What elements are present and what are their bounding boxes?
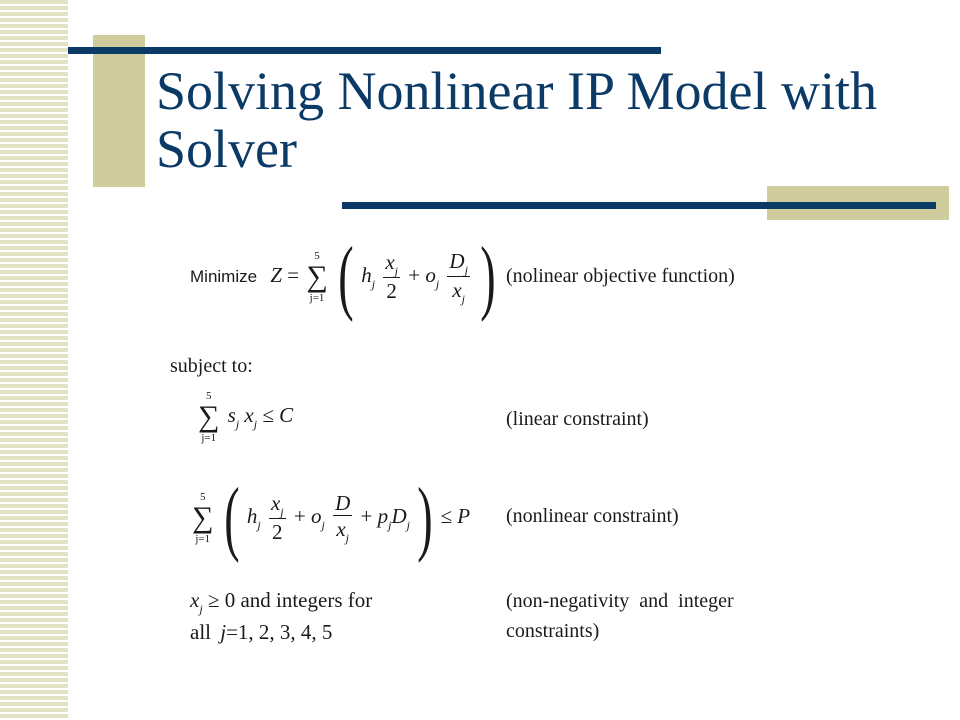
leq-sign: ≤ <box>262 402 274 427</box>
nonlinear-constraint-formula <box>190 471 471 564</box>
leq-sign: ≤ <box>440 503 452 528</box>
integrality-note-line1: (non-negativity and integer <box>506 590 734 612</box>
summation <box>306 250 327 304</box>
frac-numerator: $D_j$ <box>449 248 468 277</box>
x-var: x <box>244 402 254 427</box>
j-var: j <box>220 620 227 644</box>
objective-note: (nolinear objective function) <box>506 265 735 287</box>
plus-sign: + <box>360 503 373 528</box>
sigma-icon: ∑ <box>306 260 328 293</box>
sum-upper: 5 <box>199 491 206 503</box>
j-values: =1, 2, 3, 4, 5 <box>226 620 333 644</box>
title-accent-block <box>93 35 145 187</box>
frac-numerator: D <box>335 491 351 515</box>
frac-denominator: 2 <box>272 520 283 544</box>
o-var: o <box>425 262 436 287</box>
z-var: Z <box>270 262 282 287</box>
sum-lower: j=1 <box>195 533 211 545</box>
frac-numerator: $x_j$ <box>385 250 398 278</box>
h-sub: j <box>257 517 261 532</box>
x-sub: j <box>199 602 203 616</box>
integrality-line2 <box>190 620 332 645</box>
frac-denominator: 2 <box>386 279 397 303</box>
integrality-line1 <box>190 588 373 616</box>
fraction-x-over-2 <box>383 251 400 303</box>
h-var: h <box>361 262 372 287</box>
subject-to-label: subject to: <box>170 355 253 377</box>
p-cap-var: P <box>457 503 471 528</box>
fraction-d-over-x <box>447 250 470 305</box>
o-sub: j <box>435 276 440 291</box>
frac-denominator: $x_j$ <box>336 517 349 545</box>
sum-lower: j=1 <box>201 432 217 444</box>
x-sub: j <box>253 416 258 431</box>
plus-sign: + <box>293 503 306 528</box>
fraction-x-over-2 <box>269 492 286 544</box>
d-sub: j <box>406 517 410 532</box>
s-sub: j <box>235 416 240 431</box>
left-paren: ( <box>338 230 354 323</box>
integrality-note-line2: constraints) <box>506 620 600 642</box>
top-rule <box>68 47 661 54</box>
left-stripe-pattern <box>0 0 68 720</box>
all-label: all <box>190 620 211 644</box>
o-sub: j <box>321 517 325 532</box>
h-var: h <box>246 503 258 528</box>
o-var: o <box>310 503 322 528</box>
summation <box>198 390 219 444</box>
sigma-icon: ∑ <box>192 501 214 534</box>
equals-sign: = <box>287 262 300 287</box>
linear-constraint-formula <box>196 390 293 444</box>
linear-note: (linear constraint) <box>506 408 649 430</box>
sum-upper: 5 <box>205 390 212 402</box>
x-var: x <box>190 588 200 612</box>
right-paren: ) <box>480 230 496 323</box>
left-paren: ( <box>223 471 240 564</box>
objective-formula <box>190 230 498 323</box>
nonlinear-note: (nonlinear constraint) <box>506 505 679 527</box>
slide-title: Solving Nonlinear IP Model with Solver <box>156 61 877 179</box>
frac-denominator: $x_j$ <box>452 277 466 306</box>
right-paren: ) <box>417 471 433 564</box>
plus-sign: + <box>408 262 421 287</box>
h-sub: j <box>371 276 376 291</box>
s-var: s <box>227 402 236 427</box>
integrality-text: ≥ 0 and integers for <box>207 588 373 612</box>
minimize-label: Minimize <box>190 266 258 286</box>
c-var: C <box>279 402 294 427</box>
sum-lower: j=1 <box>309 292 325 304</box>
bottom-rule <box>342 202 936 209</box>
frac-numerator: $x_j$ <box>270 491 284 519</box>
summation <box>192 491 213 545</box>
p-var: p <box>377 503 389 528</box>
fraction-d-over-x <box>333 492 352 544</box>
p-sub: j <box>388 517 392 532</box>
sum-upper: 5 <box>314 250 320 262</box>
sigma-icon: ∑ <box>198 400 220 433</box>
d-var: D <box>391 503 407 528</box>
